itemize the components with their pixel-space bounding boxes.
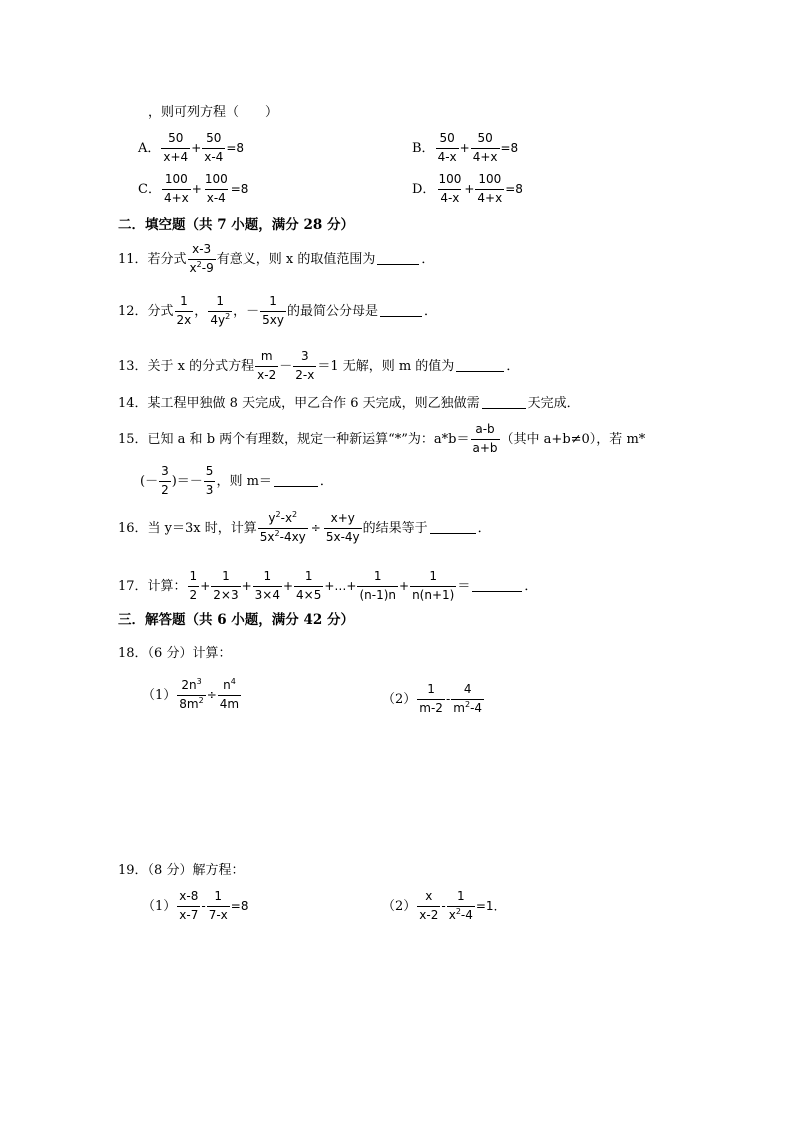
section-2-heading: 二．填空题（共 7 小题，满分 28 分） — [118, 217, 354, 233]
fraction: $\frac{1}{2x}$ — [176, 294, 192, 327]
section-3-heading: 三．解答题（共 6 小题，满分 42 分） — [118, 612, 354, 628]
fraction: $\frac{x+y}{5x-4y}$ — [325, 511, 360, 544]
q10-option-a: A． $\frac{50}{x+4}$ + $\frac{50}{x-4}$ =8 — [138, 131, 245, 164]
question-13: 13．关于 x 的分式方程 $\frac{m}{x-2}$ － $\frac{3}{2-x}$ ＝1 无解，则 m 的值为 ． — [118, 349, 520, 382]
question-19-part-1: （1） $\frac{x-8}{x-7}$ - $\frac{1}{7-x}$ =8 — [142, 889, 249, 922]
fraction: $\frac{1}{4\times 5}$ — [296, 569, 322, 602]
fraction: $\frac{50}{x-4}$ — [204, 131, 224, 164]
answer-blank[interactable] — [380, 306, 422, 317]
fraction: $\frac{x-3}{x^2-9}$ — [189, 242, 214, 275]
fraction: $\frac{100}{x-4}$ — [204, 172, 228, 205]
q10-option-d: D． $\frac{100}{4-x}$ + $\frac{100}{4+x}$ =8 — [412, 172, 523, 205]
fraction: $\frac{1}{2}$ — [189, 569, 198, 602]
fraction: $\frac{50}{4-x}$ — [437, 131, 457, 164]
answer-blank[interactable] — [472, 581, 522, 592]
question-12: 12．分式 $\frac{1}{2x}$ ， $\frac{1}{4y^2}$ ，－ $\frac{1}{5xy}$ 的最简公分母是 ． — [118, 294, 438, 327]
question-19-part-2: （2） $\frac{x}{x-2}$ - $\frac{1}{x^2-4}$ =1． — [382, 889, 506, 922]
fraction: $\frac{3}{2}$ — [161, 464, 169, 497]
answer-blank[interactable] — [377, 254, 419, 265]
question-18-title: 18．（6 分）计算： — [118, 646, 232, 661]
q10-option-c: C． $\frac{100}{4+x}$ + $\frac{100}{x-4}$ =8 — [138, 172, 249, 205]
answer-blank[interactable] — [456, 361, 504, 372]
fraction: $\frac{n^4}{4m}$ — [219, 677, 240, 711]
fraction: $\frac{y^2-x^2}{5x^2-4xy}$ — [259, 510, 306, 544]
question-18-part-2: （2） $\frac{1}{m-2}$ - $\frac{4}{m^2-4}$ — [382, 682, 483, 715]
answer-blank[interactable] — [274, 476, 318, 487]
fraction: $\frac{50}{x+4}$ — [163, 131, 189, 164]
fraction: $\frac{1}{2\times 3}$ — [213, 569, 239, 602]
fraction: $\frac{1}{n(n+1)}$ — [412, 569, 455, 602]
fraction: $\frac{1}{5xy}$ — [262, 294, 285, 327]
question-11: 11．若分式 $\frac{x-3}{x^2-9}$ 有意义，则 x 的取值范围为 ． — [118, 242, 435, 275]
fraction: $\frac{x-8}{x-7}$ — [179, 889, 199, 922]
answer-blank[interactable] — [430, 523, 476, 534]
fraction: $\frac{2n^3}{8m^2}$ — [179, 677, 204, 711]
fraction: $\frac{x}{x-2}$ — [419, 889, 439, 922]
question-14: 14．某工程甲独做 8 天完成，甲乙合作 6 天完成，则乙独做需 天完成． — [118, 396, 580, 411]
fraction: $\frac{4}{m^2-4}$ — [453, 682, 483, 715]
question-17: 17．计算： $\frac{1}{2}$ + $\frac{1}{2\times 3}$ + $\frac{1}{3\times 4}$ + $\frac{1}{4\times 5}$ +…+ $\frac{1}{(n-1)n}$ + $\frac{1}{n(n+1)}$ ＝ ． — [118, 569, 538, 602]
answer-blank[interactable] — [482, 398, 526, 409]
fraction: $\frac{5}{3}$ — [205, 464, 214, 497]
fraction: $\frac{50}{4+x}$ — [472, 131, 498, 164]
question-18-part-1: （1） $\frac{2n^3}{8m^2}$ ÷ $\frac{n^4}{4m}$ — [142, 677, 240, 711]
fraction: $\frac{m}{x-2}$ — [257, 349, 277, 382]
q10-tail: ，则可列方程（ ） — [148, 105, 279, 120]
fraction: $\frac{1}{(n-1)n}$ — [359, 569, 397, 602]
fraction: $\frac{1}{4y^2}$ — [210, 294, 231, 327]
fraction: $\frac{100}{4+x}$ — [477, 172, 503, 205]
question-15-line-1: 15．已知 a 和 b 两个有理数，规定一种新运算“*”为：a*b＝ $\frac{a-b}{a+b}$ （其中 a+b≠0），若 m* — [118, 422, 646, 455]
fraction: $\frac{1}{3\times 4}$ — [254, 569, 280, 602]
fraction: $\frac{a-b}{a+b}$ — [472, 422, 498, 455]
fraction: $\frac{100}{4-x}$ — [438, 172, 462, 205]
fraction: $\frac{1}{x^2-4}$ — [448, 889, 473, 922]
question-16: 16．当 y＝3x 时，计算 $\frac{y^2-x^2}{5x^2-4xy}$ ÷ $\frac{x+y}{5x-4y}$ 的结果等于 ． — [118, 510, 491, 544]
fraction: $\frac{3}{2-x}$ — [295, 349, 315, 382]
fraction: $\frac{1}{m-2}$ — [419, 682, 443, 715]
fraction: $\frac{1}{7-x}$ — [208, 889, 228, 922]
fraction: $\frac{100}{4+x}$ — [163, 172, 189, 205]
question-19-title: 19．（8 分）解方程： — [118, 863, 245, 878]
question-15-line-2: (－ $\frac{3}{2}$ )＝－ $\frac{5}{3}$ ，则 m＝ ． — [140, 464, 333, 497]
q10-option-b: B． $\frac{50}{4-x}$ + $\frac{50}{4+x}$ =8 — [412, 131, 519, 164]
